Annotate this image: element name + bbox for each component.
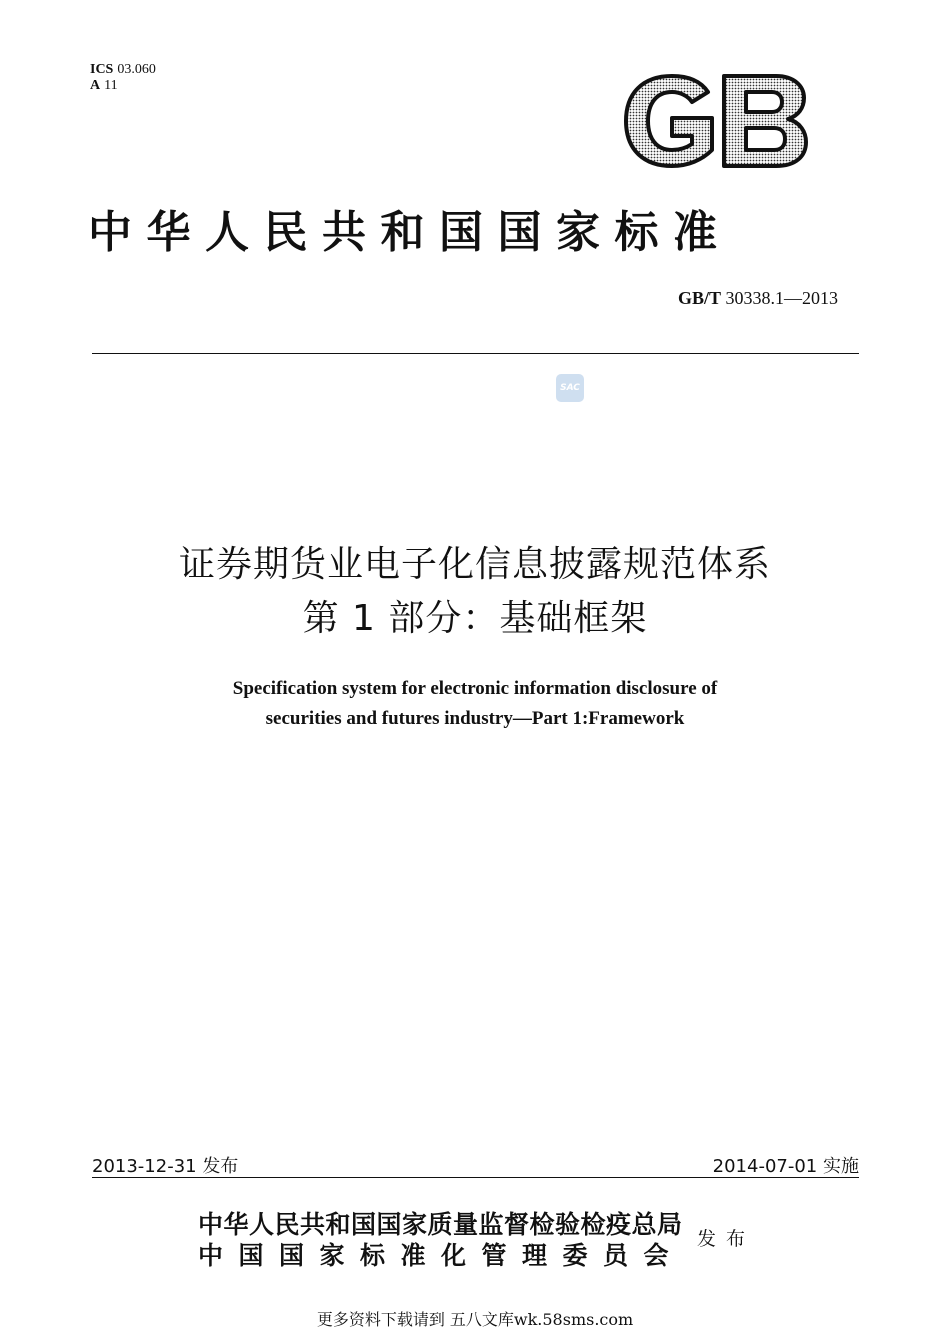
title-en-line1: Specification system for electronic information disclosure of xyxy=(232,678,718,699)
national-standard-title: 中华人民共和国国家标准 xyxy=(88,207,732,258)
title-en-line2: securities and futures industry—Part 1:Framework xyxy=(265,708,685,729)
ics-code xyxy=(90,62,156,78)
standard-code: 30338.1—2013 xyxy=(725,288,838,308)
ccs-code xyxy=(90,78,156,94)
classification-codes xyxy=(90,62,156,94)
download-footer: 更多资料下载请到 五八文库wk.58sms.com xyxy=(316,1310,634,1329)
issuer-aqsiq: 中华人民共和国国家质量监督检验检疫总局 xyxy=(198,1210,683,1239)
title-cn-line2: 第 1 部分：基础框架 xyxy=(302,598,648,639)
standard-number xyxy=(678,288,838,309)
gb-logo xyxy=(620,72,810,170)
issue-date: 2013-12-31 发布 xyxy=(92,1156,239,1177)
issuer-sac: 中国国家标准化管理委员会 xyxy=(198,1241,685,1270)
sac-watermark: SAC xyxy=(556,374,584,402)
ics-number: 03.060 xyxy=(117,62,156,77)
ccs-label: A xyxy=(90,78,101,93)
ccs-number: 11 xyxy=(104,78,118,93)
bottom-divider xyxy=(92,1177,859,1178)
top-divider xyxy=(92,353,859,354)
implementation-date: 2014-07-01 实施 xyxy=(712,1156,859,1177)
ics-label: ICS xyxy=(90,62,114,77)
title-cn-line1: 证券期货业电子化信息披露规范体系 xyxy=(178,544,771,585)
standard-prefix: GB/T xyxy=(677,288,721,308)
publish-label: 发布 xyxy=(697,1228,756,1250)
